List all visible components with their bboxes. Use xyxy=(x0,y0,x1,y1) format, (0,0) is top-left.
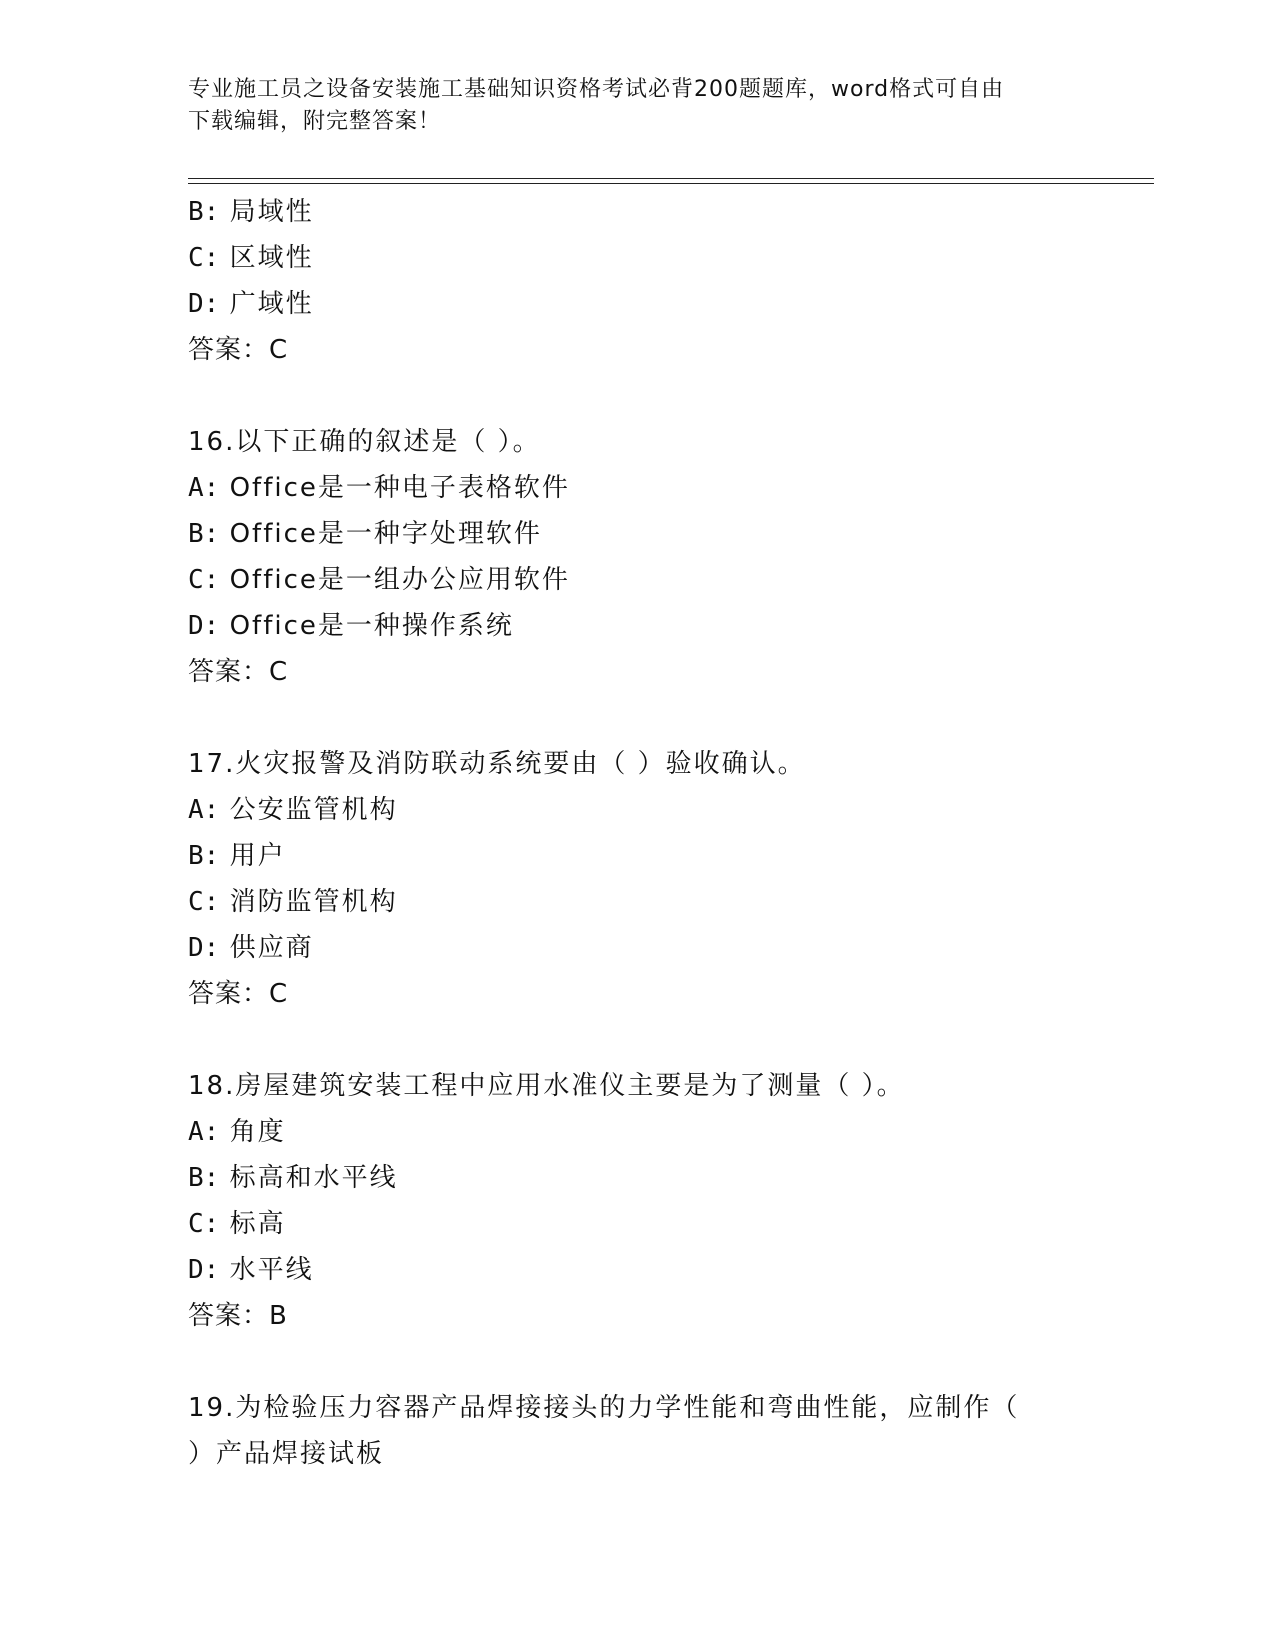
option-c xyxy=(188,879,1128,925)
option-text: Office是一种操作系统 xyxy=(229,611,514,641)
answer-line: 答案：B xyxy=(188,1301,288,1331)
header-rule-bottom xyxy=(188,183,1154,184)
option-letter: B: xyxy=(188,841,220,871)
header-line-1: 专业施工员之设备安装施工基础知识资格考试必背200题题库，word格式可自由 xyxy=(188,77,1005,102)
option-letter: A: xyxy=(188,473,220,503)
option-letter: D: xyxy=(188,1255,220,1285)
option-letter: C: xyxy=(188,243,220,273)
question-18 xyxy=(188,1063,1128,1339)
option-letter: D: xyxy=(188,611,220,641)
question-stem-line-1: 19.为检验压力容器产品焊接接头的力学性能和弯曲性能，应制作（ xyxy=(188,1393,1020,1423)
option-text: 用户 xyxy=(229,841,286,871)
spacer xyxy=(188,695,1128,741)
option-letter: C: xyxy=(188,887,220,917)
option-text: Office是一种电子表格软件 xyxy=(229,473,570,503)
spacer xyxy=(188,373,1128,419)
spacer xyxy=(188,1017,1128,1063)
option-text: Office是一组办公应用软件 xyxy=(229,565,570,595)
question-stem-line-2: ）产品焊接试板 xyxy=(188,1439,385,1469)
option-text: 角度 xyxy=(229,1117,286,1147)
option-letter: B: xyxy=(188,1163,220,1193)
option-c xyxy=(188,235,1128,281)
question-17 xyxy=(188,741,1128,1017)
option-text: 供应商 xyxy=(229,933,314,963)
option-c xyxy=(188,557,1128,603)
question-19 xyxy=(188,1385,1128,1477)
question-list xyxy=(188,189,1128,1477)
option-d xyxy=(188,281,1128,327)
option-text: 水平线 xyxy=(229,1255,314,1285)
option-letter: C: xyxy=(188,565,220,595)
option-letter: D: xyxy=(188,289,220,319)
option-text: 标高 xyxy=(229,1209,286,1239)
option-text: 公安监管机构 xyxy=(229,795,398,825)
option-d xyxy=(188,1247,1128,1293)
question-stem: 16.以下正确的叙述是（ ）。 xyxy=(188,427,541,457)
previous-question xyxy=(188,189,1128,373)
option-d xyxy=(188,603,1128,649)
option-letter: A: xyxy=(188,795,220,825)
option-a xyxy=(188,465,1128,511)
option-letter: B: xyxy=(188,519,220,549)
option-text: 区域性 xyxy=(229,243,314,273)
option-letter: D: xyxy=(188,933,220,963)
question-stem: 17.火灾报警及消防联动系统要由（ ）验收确认。 xyxy=(188,749,806,779)
document-header xyxy=(188,74,1088,138)
option-a xyxy=(188,1109,1128,1155)
answer-line: 答案：C xyxy=(188,979,289,1009)
header-line-2: 下载编辑，附完整答案！ xyxy=(188,109,442,134)
option-letter: C: xyxy=(188,1209,220,1239)
option-text: 局域性 xyxy=(229,197,314,227)
option-text: 广域性 xyxy=(229,289,314,319)
option-letter: B: xyxy=(188,197,220,227)
question-16 xyxy=(188,419,1128,695)
option-text: 消防监管机构 xyxy=(229,887,398,917)
option-c xyxy=(188,1201,1128,1247)
option-b xyxy=(188,511,1128,557)
question-stem: 18.房屋建筑安装工程中应用水准仪主要是为了测量（ ）。 xyxy=(188,1071,905,1101)
option-text: Office是一种字处理软件 xyxy=(229,519,542,549)
option-a xyxy=(188,787,1128,833)
option-b xyxy=(188,189,1128,235)
option-letter: A: xyxy=(188,1117,220,1147)
option-text: 标高和水平线 xyxy=(229,1163,398,1193)
header-rule-top xyxy=(188,178,1154,179)
spacer xyxy=(188,1339,1128,1385)
option-d xyxy=(188,925,1128,971)
option-b xyxy=(188,1155,1128,1201)
answer-line: 答案：C xyxy=(188,335,289,365)
option-b xyxy=(188,833,1128,879)
answer-line: 答案：C xyxy=(188,657,289,687)
